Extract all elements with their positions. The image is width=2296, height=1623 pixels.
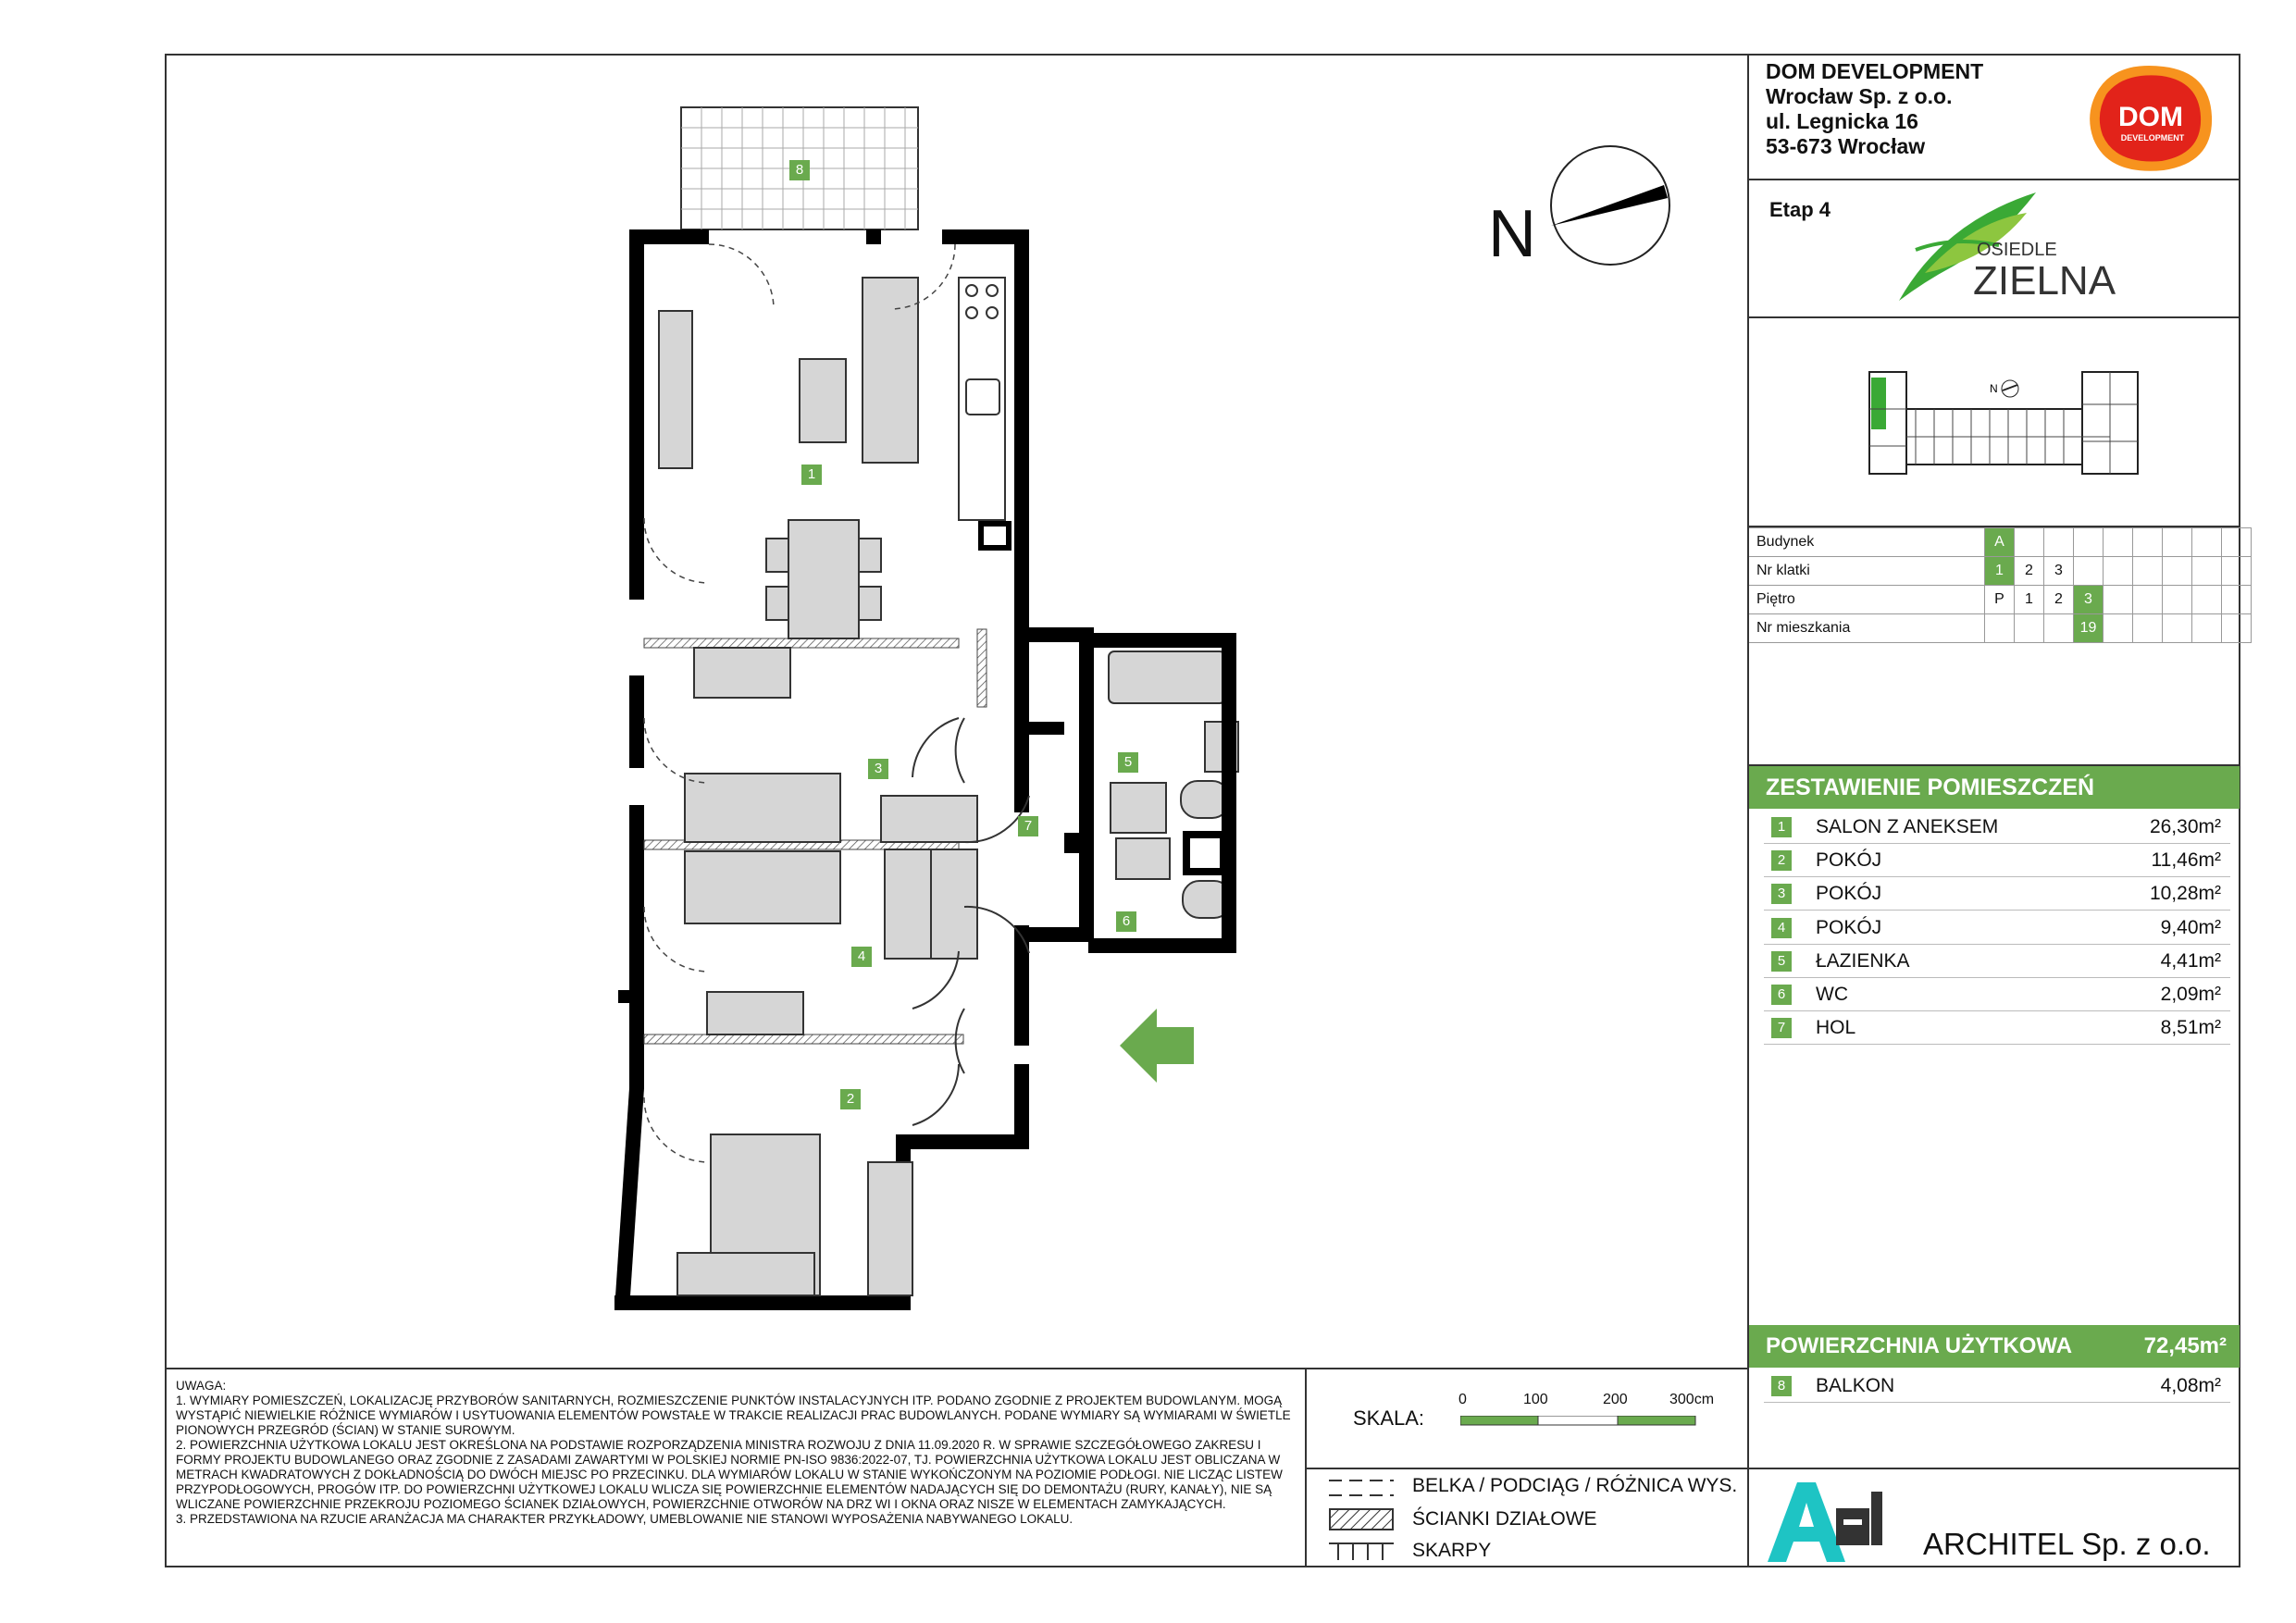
info-cell	[2163, 528, 2192, 557]
notes-p2: 2. POWIERZCHNIA UŻYTKOWA LOKALU JEST OKREŚLONA NA PODSTAWIE ROZPORZĄDZENIA MINISTRA ROZWOJU Z DNIA 11.09.2020 R. W SPRAWIE SZCZEGÓŁOWEGO ZAKRESU I FORMY PROJEKTU BUDOWLANEGO ORAZ ZGODNIE Z ZASADAMI ZAWARTYMI W POLSKIEJ NORMIE PN-ISO 9836:2022-07, TJ. POWIERZCHNIA UŻYTKOWA LOKALU JEST OBLICZANA W METRACH KWADRATOWYCH Z DOKŁADNOŚCIĄ DO DWÓCH MIEJSC PO PRZECINKU. DLA WYMIARÓW LOKALU W STANIE WYKOŃCZONYM NA POZIOMIE PODŁOGI. NIE LICZĄC LISTEW PRZYPODŁOGOWYCH, PROGÓW ITP. DO POWIERZCHNI UŻYTKOWEJ LOKALU WLICZA SIĘ POWIERZCHNIE ELEMENTÓW NADAJĄCYCH SIĘ DO DEMONTAŻU (RURY, KANAŁY), NIE SĄ WLICZANE POWIERZCHNIE PRZEKROJU POZIOMEGO ŚCIANEK DZIAŁOWYCH, POWIERZCHNIE OTWORÓW NA DRZ WI I OKNA ORAZ NISZE W ELEMENTACH ZAMYKAJĄCYCH.	[176, 1438, 1283, 1511]
location-table	[1749, 527, 2252, 643]
room-name: ŁAZIENKA	[1816, 949, 1910, 972]
room-name: WC	[1816, 984, 1848, 1005]
info-row	[1749, 557, 2252, 586]
info-cell	[2222, 614, 2252, 643]
info-cell: 19	[2074, 614, 2104, 643]
info-row	[1749, 528, 2252, 557]
dom-development-logo	[2080, 61, 2219, 176]
room-name: HOL	[1816, 1017, 1856, 1039]
plan-label-6: 6	[1116, 911, 1136, 932]
balcony-area: 4,08m²	[2160, 1375, 2221, 1396]
info-cell	[2133, 586, 2163, 614]
plan-label-5: 5	[1118, 752, 1138, 773]
info-cell: 2	[2015, 557, 2044, 586]
info-cell	[2163, 557, 2192, 586]
architel-logo	[1762, 1477, 1901, 1566]
info-cell	[2222, 528, 2252, 557]
notes-p1: 1. WYMIARY POMIESZCZEŃ, LOKALIZACJĘ PRZYBORÓW SANITARNYCH, ROZMIESZCZENIE PUNKTÓW INSTALACYJNYCH ITP. PODANO ZGODNIE Z PROJEKTEM BUDOWLANYM. MOGĄ WYSTĄPIĆ NIEWIELKIE RÓŻNICE WYMIARÓW I USYTUOWANIA ELEMENTÓW POWSTAŁE W TRAKCIE REALIZACJI PRAC BUDOWLANYCH. PODANE WYMIARY SĄ WYMIARAMI W ŚWIETLE PIONOWYCH PRZEGRÓD (ŚCIAN) W STANIE SUROWYM.	[176, 1394, 1291, 1437]
info-row-label: Nr mieszkania	[1749, 614, 1985, 643]
room-num: 2	[1771, 850, 1792, 871]
info-cell: 2	[2044, 586, 2074, 614]
info-cell	[2163, 586, 2192, 614]
notes-p3: 3. PRZEDSTAWIONA NA RZUCIE ARANŻACJA MA CHARAKTER PRZYKŁADOWY, UMEBLOWANIE NIE STANOWI WYPOSAŻENIA NABYWANEGO LOKALU.	[176, 1512, 1074, 1526]
info-cell	[2192, 557, 2222, 586]
info-cell	[2163, 614, 2192, 643]
room-area: 9,40m²	[2160, 916, 2221, 938]
room-num: 6	[1771, 985, 1792, 1005]
plan-label-4: 4	[851, 947, 872, 967]
legend-divider	[1305, 1468, 1749, 1469]
tb-line-2	[1747, 316, 2240, 318]
notes-title: UWAGA:	[176, 1379, 227, 1393]
info-cell	[2192, 586, 2222, 614]
plan-label-7: 7	[1018, 816, 1038, 836]
info-cell	[2074, 528, 2104, 557]
scale-label: SKALA:	[1353, 1406, 1425, 1430]
total-area-label: POWIERZCHNIA UŻYTKOWA	[1766, 1333, 2073, 1358]
plan-label-1: 1	[801, 465, 822, 485]
room2-furniture	[677, 1134, 912, 1295]
info-cell: A	[1985, 528, 2015, 557]
company-name: DOM DEVELOPMENT	[1766, 59, 1984, 83]
room-area: 8,51m²	[2160, 1017, 2221, 1039]
balcony-num: 8	[1771, 1376, 1792, 1396]
logo-dom-text: DOM	[2118, 102, 2183, 132]
info-cell: 1	[2015, 586, 2044, 614]
legend-partition: ŚCIANKI DZIAŁOWE	[1412, 1508, 1597, 1530]
plan-label-2: 2	[840, 1089, 861, 1109]
info-cell	[2104, 557, 2133, 586]
logo-development-text: DEVELOPMENT	[2120, 133, 2185, 142]
north-label: N	[1488, 197, 1536, 271]
bathroom-fixtures	[1109, 651, 1238, 918]
tb-line-1	[1747, 179, 2240, 180]
info-cell	[2104, 528, 2133, 557]
company-city: 53-673 Wrocław	[1766, 134, 1926, 158]
keyplan-north-label: N	[1990, 382, 1998, 395]
company-street: ul. Legnicka 16	[1766, 109, 1918, 133]
room-area: 26,30m²	[2149, 816, 2221, 837]
room-name: POKÓJ	[1816, 916, 1882, 938]
info-cell	[2104, 614, 2133, 643]
logo-osiedle-text: OSIEDLE	[1977, 240, 2057, 260]
room-row	[1749, 877, 2240, 911]
rooms-header: ZESTAWIENIE POMIESZCZEŃ	[1749, 766, 2240, 809]
osiedle-zielna-logo	[1888, 185, 2119, 310]
info-cell	[2044, 528, 2074, 557]
info-row	[1749, 586, 2252, 614]
total-area-bar	[1749, 1325, 2240, 1368]
room-row	[1749, 911, 2240, 945]
room-row	[1749, 844, 2240, 877]
room-area: 10,28m²	[2149, 883, 2221, 905]
scale-tick-100: 100	[1523, 1392, 1548, 1407]
kitchen-unit	[959, 278, 1009, 548]
room-area: 2,09m²	[2160, 984, 2221, 1005]
info-cell	[1985, 614, 2015, 643]
info-row-label: Piętro	[1749, 586, 1985, 614]
plan-label-3: 3	[868, 759, 888, 779]
room-row	[1749, 945, 2240, 978]
room3-furniture	[685, 648, 977, 842]
info-cell: P	[1985, 586, 2015, 614]
info-row-label: Nr klatki	[1749, 557, 1985, 586]
room4-furniture	[685, 849, 977, 1035]
floor-plan	[592, 93, 1277, 1323]
notes-divider	[165, 1368, 1749, 1369]
architect-name: ARCHITEL Sp. z o.o.	[1923, 1527, 2211, 1561]
info-cell	[2133, 614, 2163, 643]
scale-tick-200: 200	[1603, 1392, 1628, 1407]
info-cell: 3	[2074, 586, 2104, 614]
info-cell	[2104, 586, 2133, 614]
info-cell: 3	[2044, 557, 2074, 586]
stage-label: Etap 4	[1769, 198, 1831, 221]
info-cell	[2074, 557, 2104, 586]
info-row	[1749, 614, 2252, 643]
info-cell	[2222, 557, 2252, 586]
room-num: 5	[1771, 951, 1792, 972]
room-area: 4,41m²	[2160, 949, 2221, 972]
legend-reveals: SKARPY	[1412, 1540, 1492, 1561]
info-cell	[2015, 614, 2044, 643]
room-row	[1749, 1011, 2240, 1045]
scale-bar	[1460, 1416, 1697, 1427]
room-name: POKÓJ	[1816, 883, 1882, 905]
scale-tick-300: 300cm	[1669, 1392, 1715, 1407]
north-arrow-icon	[1547, 142, 1673, 268]
key-plan	[1860, 363, 2156, 483]
legend-beam: BELKA / PODCIĄG / RÓŻNICA WYS.	[1412, 1475, 1738, 1496]
company-line2: Wrocław Sp. z o.o.	[1766, 84, 1953, 108]
info-cell	[2133, 557, 2163, 586]
tb-line-5	[1747, 1468, 2240, 1469]
info-cell: 1	[1985, 557, 2015, 586]
partition-legend-icon	[1329, 1508, 1394, 1530]
entrance-arrow-icon	[1120, 1009, 1194, 1083]
company-address	[1766, 59, 1983, 159]
info-cell	[2222, 586, 2252, 614]
living-furniture	[659, 278, 918, 638]
room-num: 3	[1771, 884, 1792, 904]
info-cell	[2192, 614, 2222, 643]
room-name: POKÓJ	[1816, 849, 1882, 872]
beam-legend-icon	[1329, 1477, 1394, 1499]
room-num: 4	[1771, 918, 1792, 938]
room-num: 1	[1771, 817, 1792, 837]
plan-label-8: 8	[789, 160, 810, 180]
info-cell	[2015, 528, 2044, 557]
room-row	[1749, 978, 2240, 1011]
info-row-label: Budynek	[1749, 528, 1985, 557]
room-row	[1749, 811, 2240, 844]
notes-block	[176, 1379, 1296, 1527]
room-name: SALON Z ANEKSEM	[1816, 816, 1999, 837]
room-area: 11,46m²	[2151, 849, 2221, 872]
info-cell	[2192, 528, 2222, 557]
info-cell	[2133, 528, 2163, 557]
info-cell	[2044, 614, 2074, 643]
balcony-name: BALKON	[1816, 1375, 1895, 1396]
balcony-row	[1749, 1369, 2240, 1403]
scale-tick-0: 0	[1458, 1392, 1467, 1407]
logo-zielna-text: ZIELNA	[1973, 258, 2116, 304]
room-num: 7	[1771, 1018, 1792, 1038]
reveals-legend-icon	[1329, 1540, 1394, 1562]
total-area-value: 72,45m²	[2143, 1333, 2227, 1358]
